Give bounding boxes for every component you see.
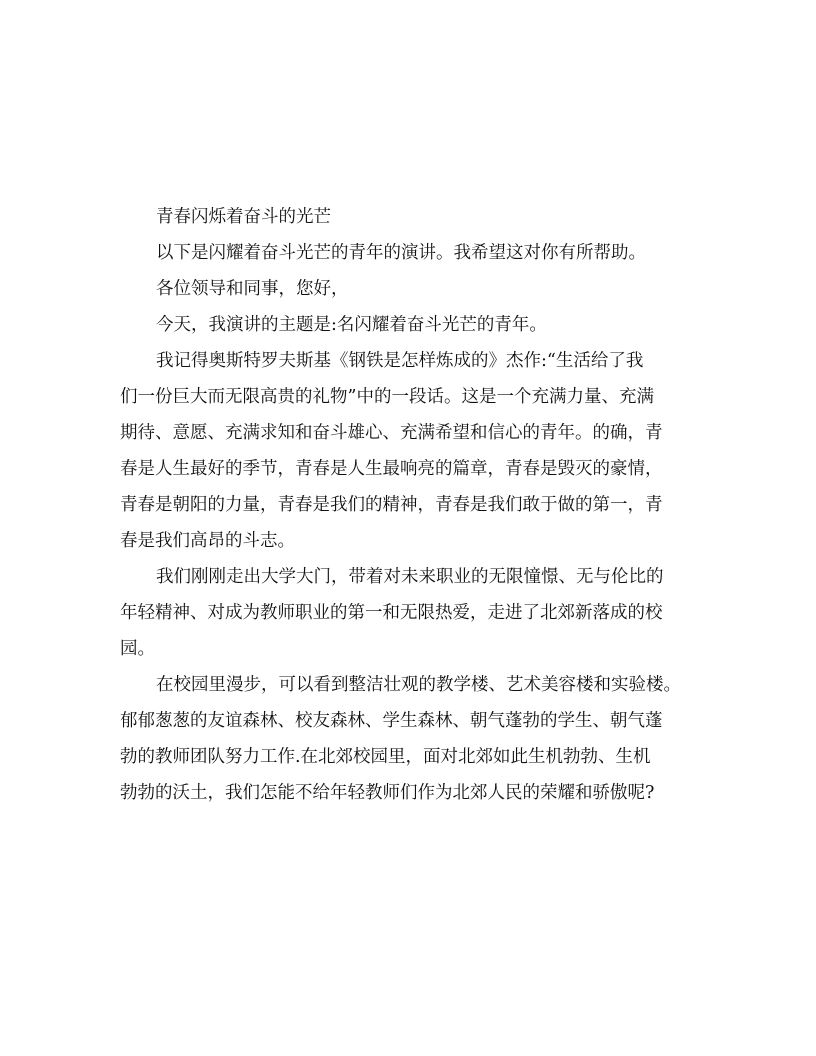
document-body <box>120 203 700 815</box>
paragraph-line: 春是我们高昂的斗志。 <box>120 531 295 551</box>
paragraph-greeting <box>120 275 700 304</box>
paragraph-line: 年轻精神、对成为教师职业的第一和无限热爱，走进了北郊新落成的校 <box>120 603 663 623</box>
paragraph-campus-walk <box>120 671 700 808</box>
paragraph-line: 们一份巨大而无限高贵的礼物”中的一段话。这是一个充满力量、充满 <box>120 387 654 407</box>
paragraph-line: 勃的教师团队努力工作.在北郊校园里，面对北郊如此生机勃勃、生机 <box>120 747 651 767</box>
document-title: 青春闪烁着奋斗的光芒 <box>156 207 331 227</box>
paragraph-topic <box>120 311 700 340</box>
paragraph-line: 园。 <box>120 639 155 659</box>
paragraph-line: 我记得奥斯特罗夫斯基《钢铁是怎样炼成的》杰作:“生活给了我 <box>156 351 644 371</box>
paragraph-campus-arrival <box>120 563 700 664</box>
paragraph-line: 我们刚刚走出大学大门，带着对未来职业的无限憧憬、无与伦比的 <box>156 567 664 587</box>
paragraph-line: 春是人生最好的季节，青春是人生最响亮的篇章，青春是毁灭的豪情， <box>120 459 663 479</box>
paragraph-line: 期待、意愿、充满求知和奋斗雄心、充满希望和信心的青年。的确，青 <box>120 423 663 443</box>
paragraph-line: 勃勃的沃土，我们怎能不给年轻教师们作为北郊人民的荣耀和骄傲呢? <box>120 783 655 803</box>
paragraph-line: 青春是朝阳的力量，青春是我们的精神，青春是我们敢于做的第一，青 <box>120 495 663 515</box>
paragraph-line: 郁郁葱葱的友谊森林、校友森林、学生森林、朝气蓬勃的学生、朝气蓬 <box>120 711 663 731</box>
paragraph-intro <box>120 239 700 268</box>
paragraph-line: 今天，我演讲的主题是:名闪耀着奋斗光芒的青年。 <box>156 315 547 335</box>
paragraph-line: 各位领导和同事，您好， <box>156 279 349 299</box>
paragraph-youth <box>120 347 700 556</box>
paragraph-line: 以下是闪耀着奋斗光芒的青年的演讲。我希望这对你有所帮助。 <box>156 243 646 263</box>
paragraph-line: 在校园里漫步，可以看到整洁壮观的教学楼、艺术美容楼和实验楼。 <box>156 675 681 695</box>
